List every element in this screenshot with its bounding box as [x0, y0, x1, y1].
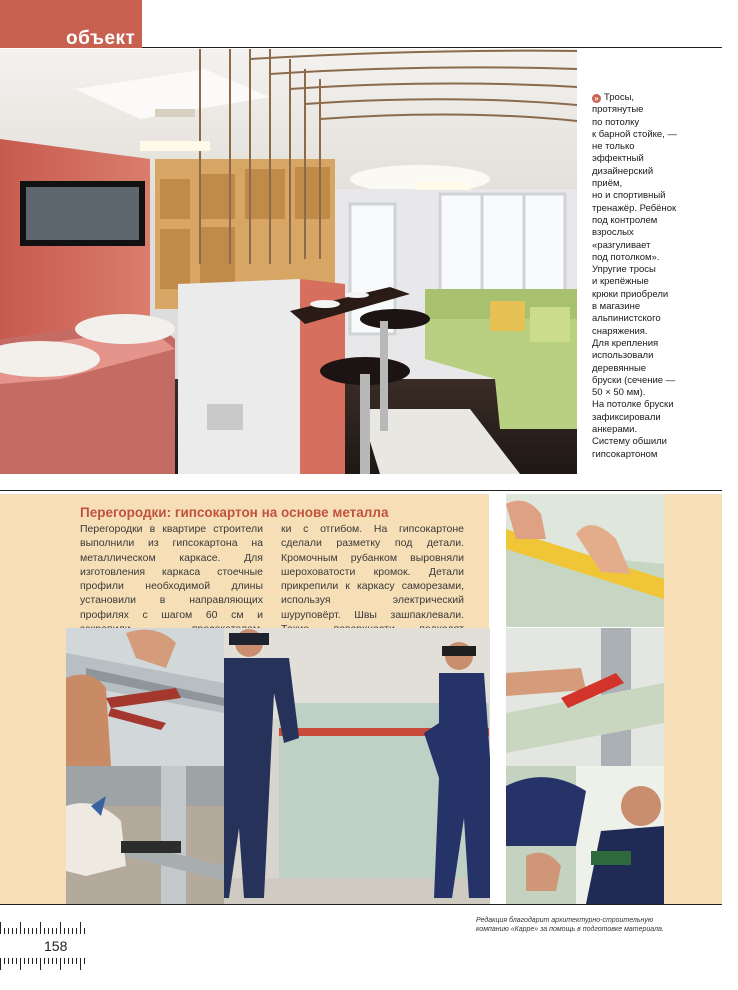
caption-line: деревянные	[592, 362, 647, 374]
ruler-decoration-bottom	[0, 958, 88, 970]
caption-line: по потолку	[592, 116, 640, 128]
photo-caption	[592, 92, 724, 461]
caption-line: Для крепления	[592, 337, 659, 349]
caption-line: 50 × 50 мм).	[592, 387, 646, 399]
caption-line: приём,	[592, 178, 623, 190]
section-label: объект	[66, 28, 136, 49]
caption-line: и крепёжные	[592, 276, 649, 288]
caption-line: протянутые	[592, 104, 644, 116]
article-column-2: ки с отгибом. На гипсокартоне сделали разметку под детали. Кромочным рубанком выровняли шероховатости кромок. Детали прикрепили к каркасу саморезами, используя электрический шуруповёрт. Швы зашпаклевали.	[281, 523, 464, 621]
photo-fastening-profile	[66, 766, 224, 904]
caption-line: взрослых	[592, 227, 634, 239]
article-column-1: Перегородки в квартире строители выполнили из гипсокартона на металлическом каркасе. Для изготовления каркаса стоечные профили необходимой длины установили в направляющих профилях с шагом 60 см и	[80, 523, 263, 621]
caption-line: бруски (сечение —	[592, 374, 676, 386]
caption-line: к барной стойке, —	[592, 128, 677, 140]
caption-line: в магазине	[592, 301, 641, 313]
caption-line: использовали	[592, 350, 654, 362]
caption-line: анкерами.	[592, 424, 638, 436]
photo-planing-edge	[506, 628, 664, 766]
caption-line: Тросы,	[604, 92, 635, 103]
caption-line: тренажёр. Ребёнок	[592, 202, 677, 214]
section-divider	[0, 490, 722, 491]
credits-note: Редакция благодарит архитектурно-строительную компанию «Карре» за помощь в подготовке материала.	[476, 917, 664, 933]
photo-marking-drywall	[506, 494, 664, 627]
background-band-right	[664, 494, 722, 904]
background-band-left	[0, 494, 66, 904]
caption-line: Систему обшили	[592, 436, 667, 448]
caption-line: альпинистского	[592, 313, 661, 325]
top-divider	[142, 47, 722, 48]
caption-line: На потолке бруски	[592, 399, 674, 411]
article-title: Перегородки: гипсокартон на основе металла	[80, 505, 389, 520]
caption-line: «разгуливает	[592, 239, 651, 251]
caption-line: гипсокартоном	[592, 448, 658, 460]
hero-photo	[0, 49, 577, 474]
caption-line: под потолком».	[592, 251, 660, 263]
footer-divider	[0, 904, 722, 905]
caption-line: снаряжения.	[592, 325, 648, 337]
caption-line: эффектный	[592, 153, 644, 165]
page-number: 158	[44, 938, 68, 954]
photo-screwing-drywall	[506, 766, 664, 904]
caption-line: не только	[592, 141, 635, 153]
caption-line: под контролем	[592, 214, 658, 226]
section-tab	[0, 0, 142, 48]
caption-line: зафиксировали	[592, 411, 661, 423]
caption-line: но и спортивный	[592, 190, 666, 202]
caption-marker-icon: »	[592, 94, 601, 103]
caption-line: дизайнерский	[592, 165, 654, 177]
caption-line: Упругие тросы	[592, 264, 656, 276]
ruler-decoration-top	[0, 922, 88, 934]
photo-cutting-profile	[66, 628, 224, 766]
photo-workers-leveling	[224, 628, 490, 904]
caption-line: крюки приобрели	[592, 288, 669, 300]
